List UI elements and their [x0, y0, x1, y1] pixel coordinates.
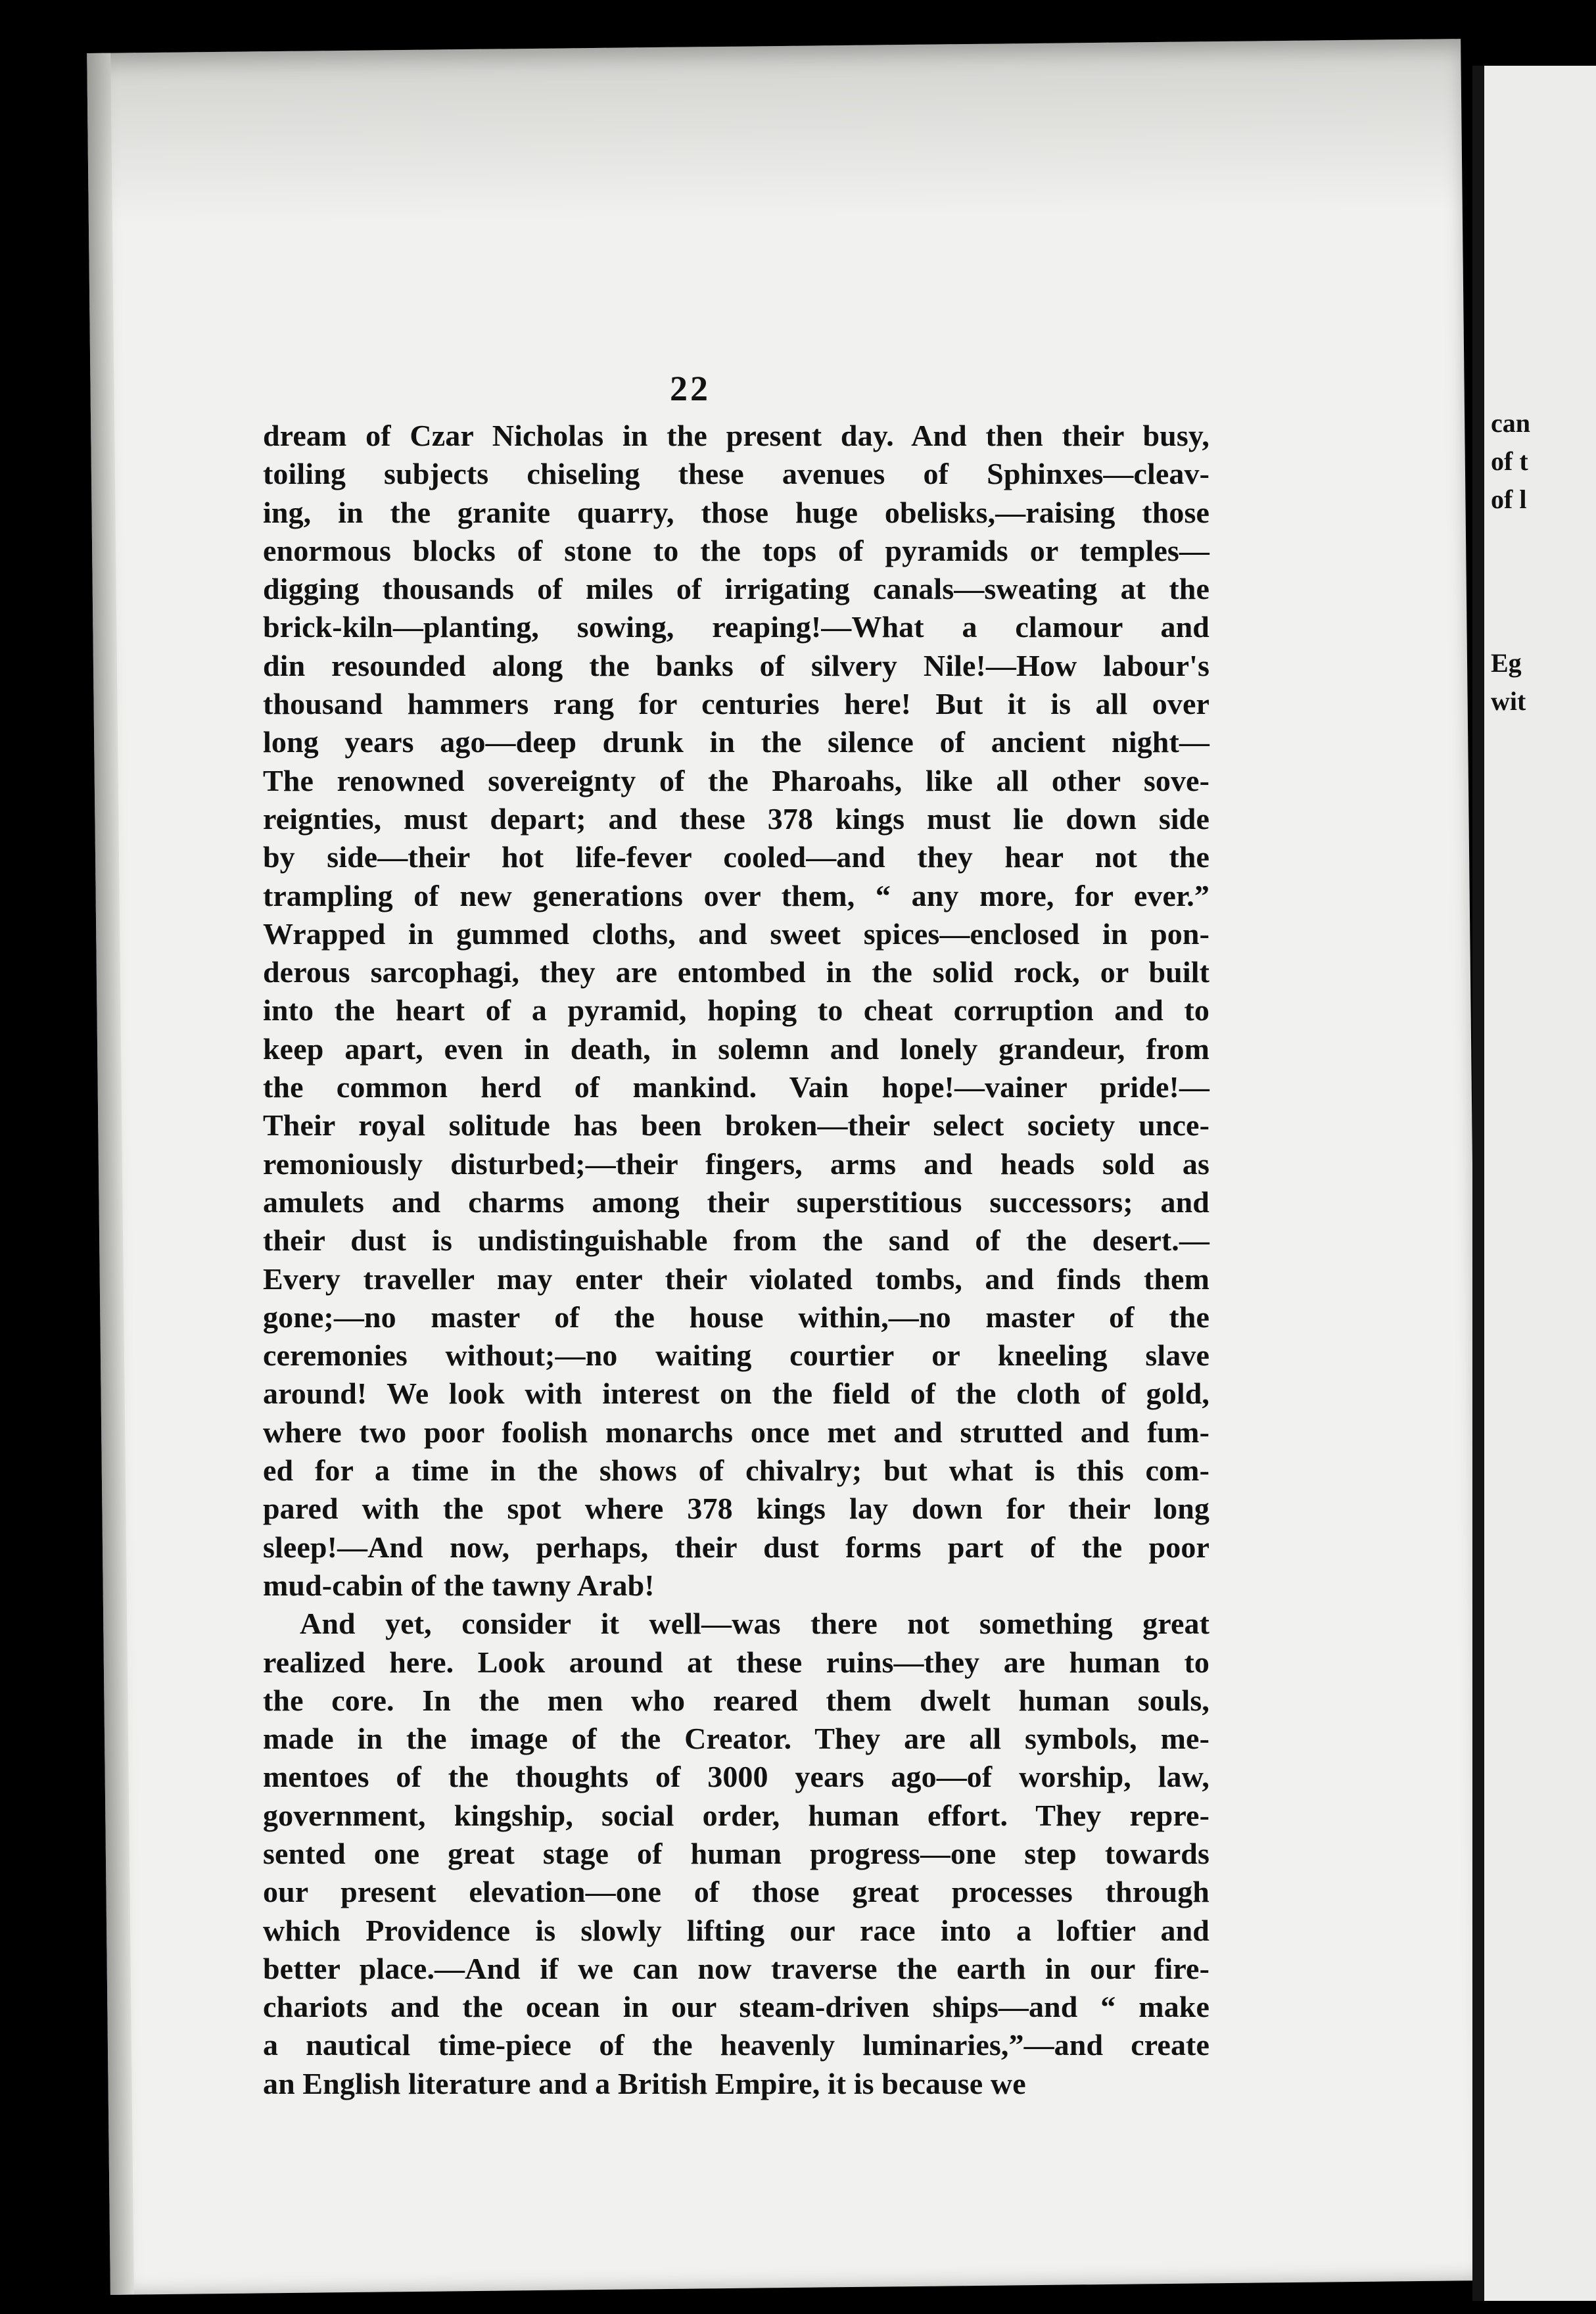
text-line: And yet, consider it well—was there not something great — [300, 1607, 1209, 1641]
text-line: remoniously disturbed;—their fingers, arms and heads sold as — [263, 1146, 1209, 1181]
text-line: sented one great stage of human progress—one step towards — [263, 1836, 1209, 1870]
facing-page-line: of t — [1491, 446, 1528, 476]
text-line: brick-kiln—planting, sowing, reaping!—What a clamour and — [263, 610, 1209, 644]
text-line: mud-cabin of the tawny Arab! — [263, 1568, 655, 1602]
text-line: digging thousands of miles of irrigating canals—sweating at the — [263, 572, 1209, 606]
text-line: better place.—And if we can now traverse the earth in our fire- — [263, 1951, 1209, 1985]
paragraph-container — [263, 417, 1209, 2103]
text-line: into the heart of a pyramid, hoping to cheat corruption and to — [263, 993, 1209, 1027]
text-line: keep apart, even in death, in solemn and lonely grandeur, from — [263, 1031, 1209, 1066]
text-line: trampling of new generations over them, “ any more, for ever.” — [263, 878, 1209, 912]
text-line: around! We look with interest on the field of the cloth of gold, — [263, 1377, 1209, 1411]
facing-page-line: of l — [1491, 484, 1527, 514]
text-line: The renowned sovereignty of the Pharoahs, like all other sove- — [263, 763, 1209, 797]
text-line: derous sarcophagi, they are entombed in the solid rock, or built — [263, 955, 1209, 989]
text-line: a nautical time-piece of the heavenly luminaries,”—and create — [263, 2028, 1209, 2062]
text-line: our present elevation—one of those great processes through — [263, 1875, 1209, 1909]
text-line: the core. In the men who reared them dwelt human souls, — [263, 1683, 1209, 1717]
text-line: din resounded along the banks of silvery Nile!—How labour's — [263, 648, 1209, 682]
text-line: where two poor foolish monarchs once met and strutted and fum- — [263, 1415, 1209, 1449]
text-line: ceremonies without;—no waiting courtier or kneeling slave — [263, 1338, 1209, 1373]
text-line: the common herd of mankind. Vain hope!—vainer pride!— — [263, 1070, 1209, 1104]
text-line: government, kingship, social order, human effort. They repre- — [263, 1798, 1209, 1832]
text-line: made in the image of the Creator. They are all symbols, me- — [263, 1722, 1209, 1756]
text-line: dream of Czar Nicholas in the present day. And then their busy, — [263, 419, 1209, 452]
text-line: their dust is undistinguishable from the sand of the desert.— — [263, 1223, 1209, 1258]
text-line: reignties, must depart; and these 378 kings must lie down side — [263, 801, 1209, 836]
text-line: realized here. Look around at these ruins—they are human to — [263, 1645, 1209, 1679]
text-line: Their royal solitude has been broken—their select society unce- — [263, 1108, 1209, 1143]
page-number: 22 — [670, 369, 711, 408]
text-line: an English literature and a British Empire, it is because we — [263, 2066, 1026, 2100]
text-line: gone;—no master of the house within,—no master of the — [263, 1300, 1209, 1334]
text-line: thousand hammers rang for centuries here! But it is all over — [263, 687, 1209, 721]
text-line: amulets and charms among their superstitious successors; and — [263, 1185, 1209, 1219]
facing-page-line: wit — [1491, 686, 1526, 716]
facing-page-edge — [1472, 66, 1596, 2301]
text-line: mentoes of the thoughts of 3000 years ago—of worship, law, — [263, 1760, 1209, 1794]
text-line: ed for a time in the shows of chivalry; but what is this com- — [263, 1453, 1209, 1488]
text-line: by side—their hot life-fever cooled—and they hear not the — [263, 840, 1209, 874]
text-line: Every traveller may enter their violated tombs, and finds them — [263, 1262, 1209, 1296]
text-line: toiling subjects chiseling these avenues of Sphinxes—cleav- — [263, 457, 1209, 491]
text-line: pared with the spot where 378 kings lay down for their long — [263, 1492, 1209, 1526]
facing-page-line: Eg — [1491, 648, 1522, 678]
text-line: chariots and the ocean in our steam-driven ships—and “ make — [263, 1990, 1209, 2024]
text-line: enormous blocks of stone to the tops of pyramids or temples— — [263, 533, 1209, 567]
text-line: Wrapped in gummed cloths, and sweet spices—enclosed in pon- — [263, 916, 1209, 951]
paragraph — [263, 417, 1209, 1605]
paragraph — [263, 1605, 1209, 2103]
text-line: long years ago—deep drunk in the silence of ancient night— — [263, 725, 1209, 759]
text-line: ing, in the granite quarry, those huge obelisks,—raising those — [263, 495, 1209, 529]
text-line: sleep!—And now, perhaps, their dust forms part of the poor — [263, 1530, 1209, 1564]
text-line: which Providence is slowly lifting our race into a loftier and — [263, 1913, 1209, 1947]
facing-page-line: can — [1491, 408, 1530, 438]
page-text — [263, 368, 1209, 2103]
